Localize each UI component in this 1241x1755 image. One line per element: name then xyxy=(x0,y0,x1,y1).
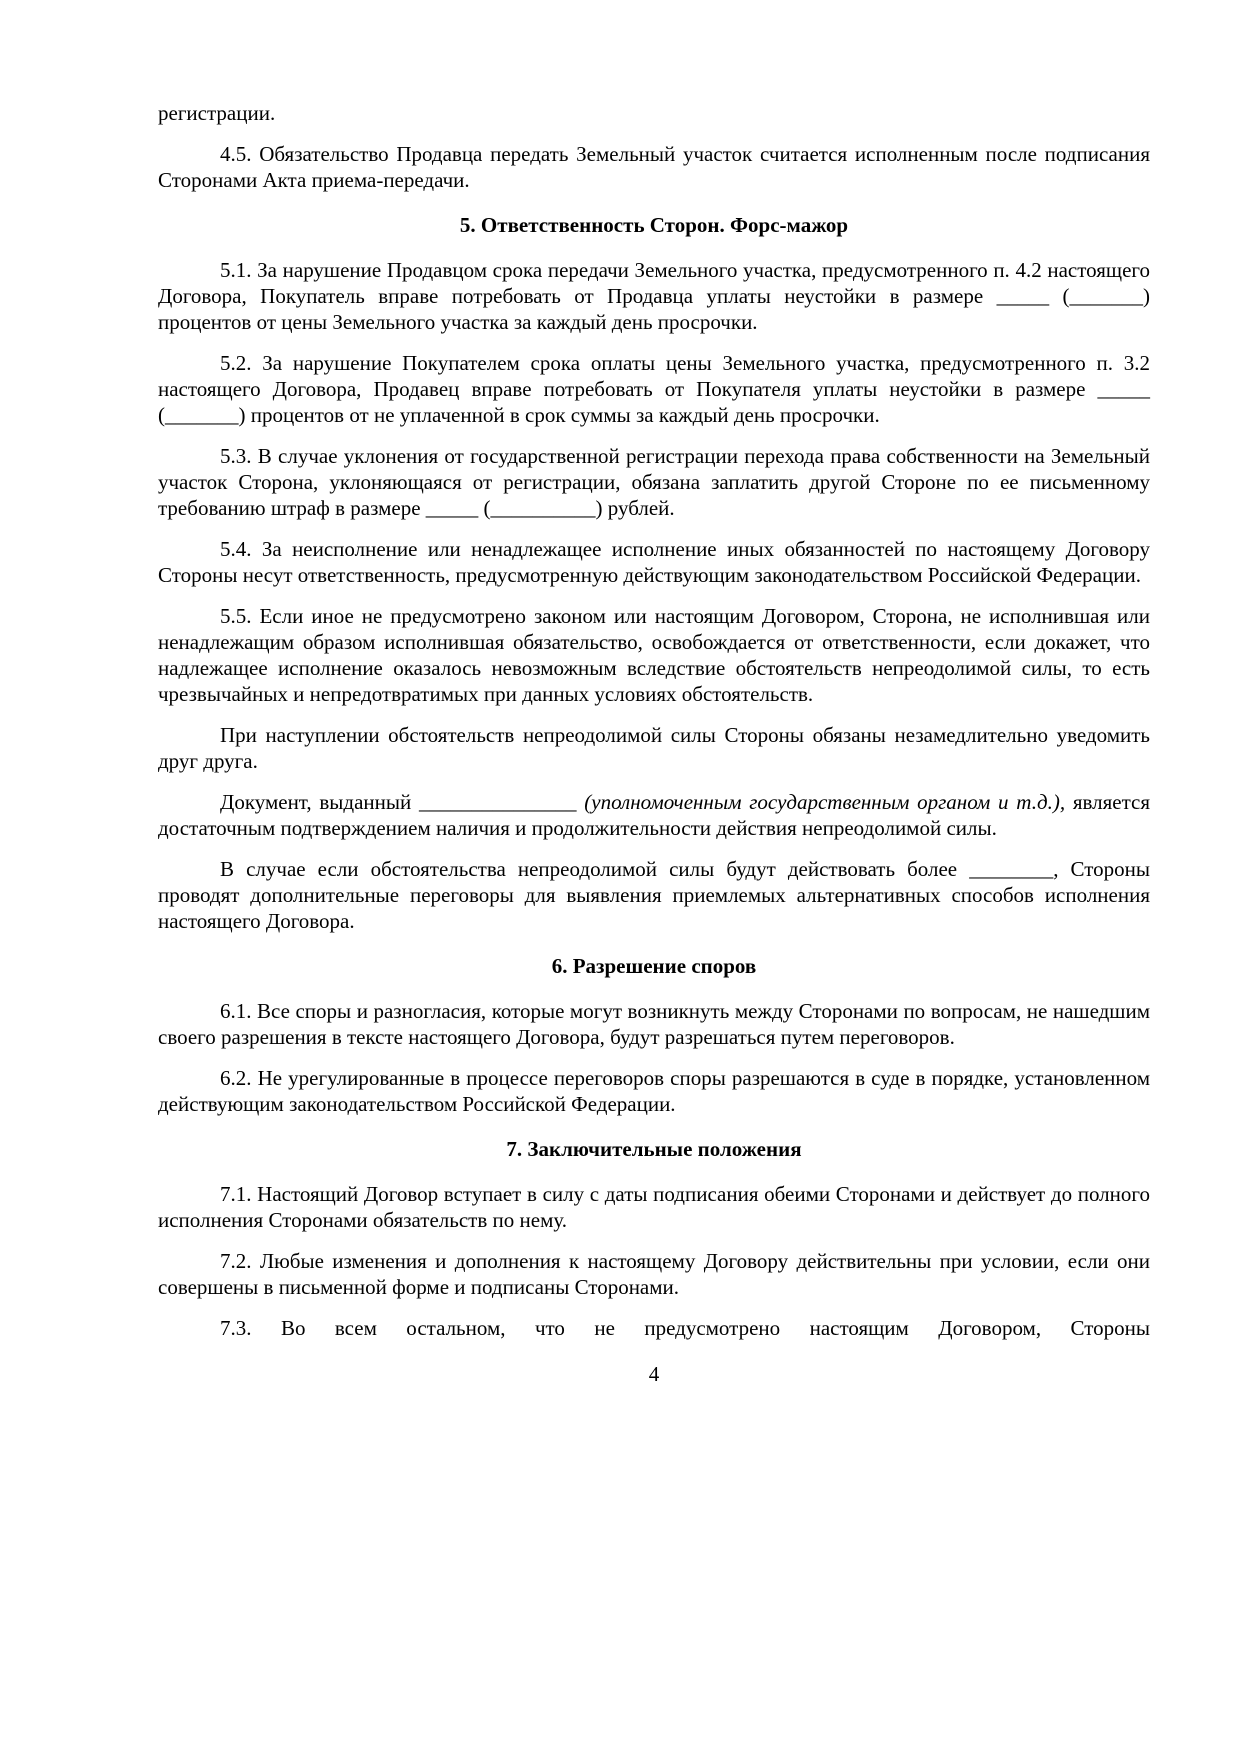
force-majeure-document-prefix: Документ, выданный _______________ xyxy=(220,790,585,814)
clause-6-1: 6.1. Все споры и разногласия, которые могут возникнуть между Сторонами по вопросам, не нашедшим своего разрешения в тексте настоящего Договора, будут разрешаться путем переговоров. xyxy=(158,999,1150,1049)
clause-5-5: 5.5. Если иное не предусмотрено законом или настоящим Договором, Сторона, не исполнившая или ненадлежащим образом исполнившая обязательство, освобождается от ответственности, если докажет, что надлежащее исполнение оказалось невозможным вследствие обстоятельств непреодолимой силы, то есть чрезвычайных и непредотвратимых при данных условиях обстоятельств. xyxy=(158,604,1150,706)
clause-5-2: 5.2. За нарушение Покупателем срока оплаты цены Земельного участка, предусмотренного п. 3.2 настоящего Договора, Продавец вправе потребовать от Покупателя уплаты неустойки в размере _____ (_______) процентов от не уплаченной в срок суммы за каждый день просрочки. xyxy=(158,351,1150,427)
clause-4-5: 4.5. Обязательство Продавца передать Земельный участок считается исполненным после подписания Сторонами Акта приема-передачи. xyxy=(158,142,1150,192)
clause-7-3: 7.3. Во всем остальном, что не предусмотрено настоящим Договором, Стороны xyxy=(220,1316,1150,1340)
force-majeure-duration-paragraph: В случае если обстоятельства непреодолимой силы будут действовать более ________, Стороны проводят дополнительные переговоры для выявления приемлемых альтернативных способов исполнения настоящего Договора. xyxy=(158,857,1150,933)
force-majeure-document-suffix: является достаточным подтверждением наличия и продолжительности действия непреодолимой силы. xyxy=(158,790,1151,840)
force-majeure-notice-paragraph: При наступлении обстоятельств непреодолимой силы Стороны обязаны незамедлительно уведомить друг друга. xyxy=(158,723,1150,773)
force-majeure-document-italic-note: (уполномоченным государственным органом и т.д.), xyxy=(584,790,1066,814)
clause-5-3: 5.3. В случае уклонения от государственной регистрации перехода права собственности на Земельный участок Сторона, уклоняющаяся от регистрации, обязана заплатить другой Стороне по ее письменному требованию штраф в размере _____ (__________) рублей. xyxy=(158,444,1150,520)
clause-5-4: 5.4. За неисполнение или ненадлежащее исполнение иных обязанностей по настоящему Договору Стороны несут ответственность, предусмотренную действующим законодательством Российской Федерации. xyxy=(158,537,1150,587)
force-majeure-document-paragraph xyxy=(158,789,1150,841)
section-5-heading: 5. Ответственность Сторон. Форс-мажор xyxy=(459,213,849,237)
section-6-heading: 6. Разрешение споров xyxy=(551,954,757,978)
previous-paragraph-continuation: регистрации. xyxy=(158,101,276,125)
clause-7-1: 7.1. Настоящий Договор вступает в силу с даты подписания обеими Сторонами и действует до полного исполнения Сторонами обязательств по нему. xyxy=(158,1182,1150,1232)
section-7-heading: 7. Заключительные положения xyxy=(506,1137,802,1161)
clause-6-2: 6.2. Не урегулированные в процессе переговоров споры разрешаются в суде в порядке, установленном действующим законодательством Российской Федерации. xyxy=(158,1066,1150,1116)
page-number: 4 xyxy=(648,1362,660,1386)
clause-7-2: 7.2. Любые изменения и дополнения к настоящему Договору действительны при условии, если они совершены в письменной форме и подписаны Сторонами. xyxy=(158,1249,1150,1299)
clause-5-1: 5.1. За нарушение Продавцом срока передачи Земельного участка, предусмотренного п. 4.2 настоящего Договора, Покупатель вправе потребовать от Продавца уплаты неустойки в размере _____ (_______) процентов от цены Земельного участка за каждый день просрочки. xyxy=(158,258,1150,334)
